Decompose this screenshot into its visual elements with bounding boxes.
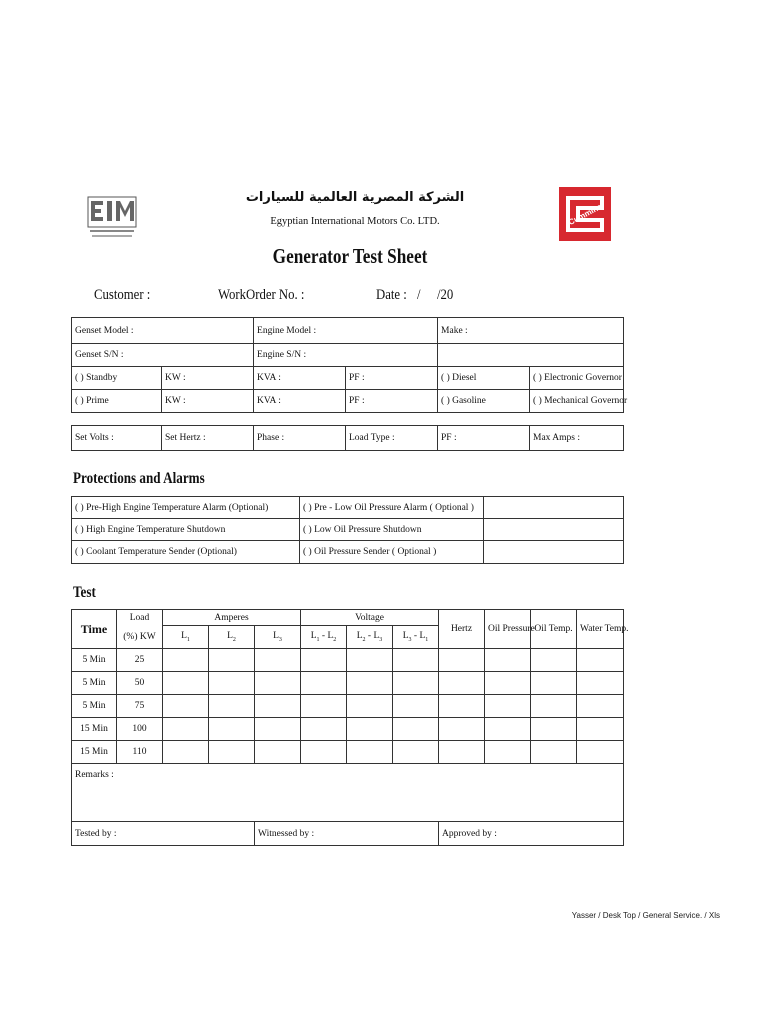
test-table <box>71 609 629 846</box>
kva-field[interactable]: KVA : <box>254 390 346 413</box>
test-reading-cell[interactable] <box>301 672 347 695</box>
test-row <box>72 672 624 695</box>
workorder-label: WorkOrder No. : <box>218 287 305 303</box>
max-amps-field[interactable]: Max Amps : <box>530 426 624 451</box>
date-slash: / <box>417 287 421 303</box>
test-reading-cell[interactable] <box>301 649 347 672</box>
cummins-logo <box>558 186 612 242</box>
test-reading-cell[interactable] <box>485 672 531 695</box>
test-reading-cell[interactable] <box>347 695 393 718</box>
test-reading-cell[interactable] <box>347 718 393 741</box>
l3-amp-header: $L_3$ <box>255 626 301 649</box>
test-row <box>72 649 624 672</box>
customer-label: Customer : <box>94 287 151 303</box>
test-reading-cell[interactable] <box>439 649 485 672</box>
test-reading-cell[interactable] <box>485 695 531 718</box>
tested-by-field[interactable]: Tested by : <box>72 822 255 846</box>
test-reading-cell[interactable] <box>531 718 577 741</box>
phase-field[interactable]: Phase : <box>254 426 346 451</box>
test-row <box>72 741 624 764</box>
test-reading-cell[interactable] <box>439 718 485 741</box>
blank-cell <box>438 344 624 367</box>
test-row-load: 25 <box>117 649 163 672</box>
time-header: Time <box>72 610 117 649</box>
diesel-checkbox[interactable]: ( ) Diesel <box>438 367 530 390</box>
l2-l3-volt-header: $L_2 - L_3$ <box>347 626 393 649</box>
oil-pressure-sender-checkbox[interactable]: ( ) Oil Pressure Sender ( Optional ) <box>300 541 484 564</box>
test-reading-cell[interactable] <box>439 672 485 695</box>
kw-field[interactable]: KW : <box>162 390 254 413</box>
protections-heading: Protections and Alarms <box>73 470 205 487</box>
protections-table <box>71 496 624 564</box>
gasoline-checkbox[interactable]: ( ) Gasoline <box>438 390 530 413</box>
test-row-time: 15 Min <box>72 718 117 741</box>
test-reading-cell[interactable] <box>439 741 485 764</box>
test-reading-cell[interactable] <box>393 741 439 764</box>
date-year: /20 <box>437 287 454 303</box>
test-row-time: 5 Min <box>72 649 117 672</box>
prime-checkbox[interactable]: ( ) Prime <box>72 390 162 413</box>
hertz-header: Hertz <box>439 610 485 649</box>
test-reading-cell[interactable] <box>485 718 531 741</box>
test-reading-cell[interactable] <box>301 718 347 741</box>
make-field[interactable]: Make : <box>438 318 624 344</box>
test-row-load: 50 <box>117 672 163 695</box>
engine-sn-field[interactable]: Engine S/N : <box>254 344 438 367</box>
test-row-time: 5 Min <box>72 695 117 718</box>
coolant-temp-sender-checkbox[interactable]: ( ) Coolant Temperature Sender (Optional) <box>72 541 300 564</box>
test-reading-cell[interactable] <box>209 718 255 741</box>
test-reading-cell[interactable] <box>163 695 209 718</box>
test-row <box>72 695 624 718</box>
test-reading-cell[interactable] <box>577 741 624 764</box>
test-row-load: 75 <box>117 695 163 718</box>
water-temp-header: Water Temp. <box>577 610 624 649</box>
test-row <box>72 718 624 741</box>
date-label: Date : <box>376 287 407 303</box>
test-reading-cell[interactable] <box>393 695 439 718</box>
test-reading-cell[interactable] <box>393 649 439 672</box>
test-reading-cell[interactable] <box>531 672 577 695</box>
test-reading-cell[interactable] <box>577 695 624 718</box>
high-temp-shutdown-checkbox[interactable]: ( ) High Engine Temperature Shutdown <box>72 519 300 541</box>
load-unit-header: (%) KW <box>117 626 163 649</box>
test-reading-cell[interactable] <box>577 718 624 741</box>
genset-sn-field[interactable]: Genset S/N : <box>72 344 254 367</box>
test-reading-cell[interactable] <box>393 718 439 741</box>
oil-temp-header: Oil Temp. <box>531 610 577 649</box>
set-volts-field[interactable]: Set Volts : <box>72 426 162 451</box>
test-reading-cell[interactable] <box>209 741 255 764</box>
test-row-time: 15 Min <box>72 741 117 764</box>
test-reading-cell[interactable] <box>439 695 485 718</box>
l3-l1-volt-header: $L_3 - L_1$ <box>393 626 439 649</box>
remarks-field[interactable]: Remarks : <box>72 764 624 822</box>
load-type-field[interactable]: Load Type : <box>346 426 438 451</box>
l1-amp-header: $L_1$ <box>163 626 209 649</box>
engine-model-field[interactable]: Engine Model : <box>254 318 438 344</box>
test-reading-cell[interactable] <box>347 672 393 695</box>
test-reading-cell[interactable] <box>485 649 531 672</box>
kw-field[interactable]: KW : <box>162 367 254 390</box>
pf-field[interactable]: PF : <box>438 426 530 451</box>
standby-checkbox[interactable]: ( ) Standby <box>72 367 162 390</box>
test-reading-cell[interactable] <box>255 718 301 741</box>
test-reading-cell[interactable] <box>393 672 439 695</box>
test-reading-cell[interactable] <box>347 741 393 764</box>
test-reading-cell[interactable] <box>347 649 393 672</box>
test-reading-cell[interactable] <box>163 649 209 672</box>
witnessed-by-field[interactable]: Witnessed by : <box>255 822 439 846</box>
test-reading-cell[interactable] <box>255 741 301 764</box>
voltage-header: Voltage <box>301 610 439 626</box>
footer-path: Yasser / Desk Top / General Service. / Xls <box>571 911 720 920</box>
test-reading-cell[interactable] <box>209 672 255 695</box>
electronic-governor-checkbox[interactable]: ( ) Electronic Governor <box>530 367 624 390</box>
test-reading-cell[interactable] <box>255 695 301 718</box>
load-header: Load <box>117 610 163 626</box>
company-name: Egyptian International Motors Co. LTD. <box>270 216 440 227</box>
eim-logo <box>86 195 138 241</box>
test-heading: Test <box>73 584 96 601</box>
page-title: Generator Test Sheet <box>272 244 428 268</box>
settings-table <box>71 425 624 451</box>
test-reading-cell[interactable] <box>255 672 301 695</box>
test-row-load: 110 <box>117 741 163 764</box>
approved-by-field[interactable]: Approved by : <box>439 822 624 846</box>
test-reading-cell[interactable] <box>209 695 255 718</box>
set-hertz-field[interactable]: Set Hertz : <box>162 426 254 451</box>
test-reading-cell[interactable] <box>301 741 347 764</box>
cummins-wordmark: Cummins <box>567 201 604 227</box>
oil-pressure-header: Oil Pressure <box>485 610 531 649</box>
test-reading-cell[interactable] <box>531 741 577 764</box>
amperes-header: Amperes <box>163 610 301 626</box>
test-reading-cell[interactable] <box>485 741 531 764</box>
test-row-time: 5 Min <box>72 672 117 695</box>
test-reading-cell[interactable] <box>531 649 577 672</box>
test-reading-cell[interactable] <box>577 672 624 695</box>
genset-table <box>71 317 628 413</box>
test-reading-cell[interactable] <box>163 741 209 764</box>
test-reading-cell[interactable] <box>577 649 624 672</box>
test-reading-cell[interactable] <box>163 718 209 741</box>
test-row-load: 100 <box>117 718 163 741</box>
test-reading-cell[interactable] <box>531 695 577 718</box>
blank-cell <box>484 541 624 564</box>
l2-amp-header: $L_2$ <box>209 626 255 649</box>
pre-high-temp-alarm-checkbox[interactable]: ( ) Pre-High Engine Temperature Alarm (Optional) <box>72 497 300 519</box>
blank-cell <box>484 519 624 541</box>
genset-model-field[interactable]: Genset Model : <box>72 318 254 344</box>
low-oil-shutdown-checkbox[interactable]: ( ) Low Oil Pressure Shutdown <box>300 519 484 541</box>
mechanical-governor-checkbox[interactable]: ( ) Mechanical Governor <box>530 390 624 413</box>
test-reading-cell[interactable] <box>301 695 347 718</box>
test-reading-cell[interactable] <box>209 649 255 672</box>
pre-low-oil-alarm-checkbox[interactable]: ( ) Pre - Low Oil Pressure Alarm ( Optional ) <box>300 497 484 519</box>
test-reading-cell[interactable] <box>163 672 209 695</box>
test-reading-cell[interactable] <box>255 649 301 672</box>
blank-cell <box>484 497 624 519</box>
l1-l2-volt-header: $L_1 - L_2$ <box>301 626 347 649</box>
kva-field[interactable]: KVA : <box>254 367 346 390</box>
pf-field[interactable]: PF : <box>346 390 438 413</box>
arabic-company-name: الشركة المصرية العالمية للسيارات <box>245 190 465 205</box>
pf-field[interactable]: PF : <box>346 367 438 390</box>
